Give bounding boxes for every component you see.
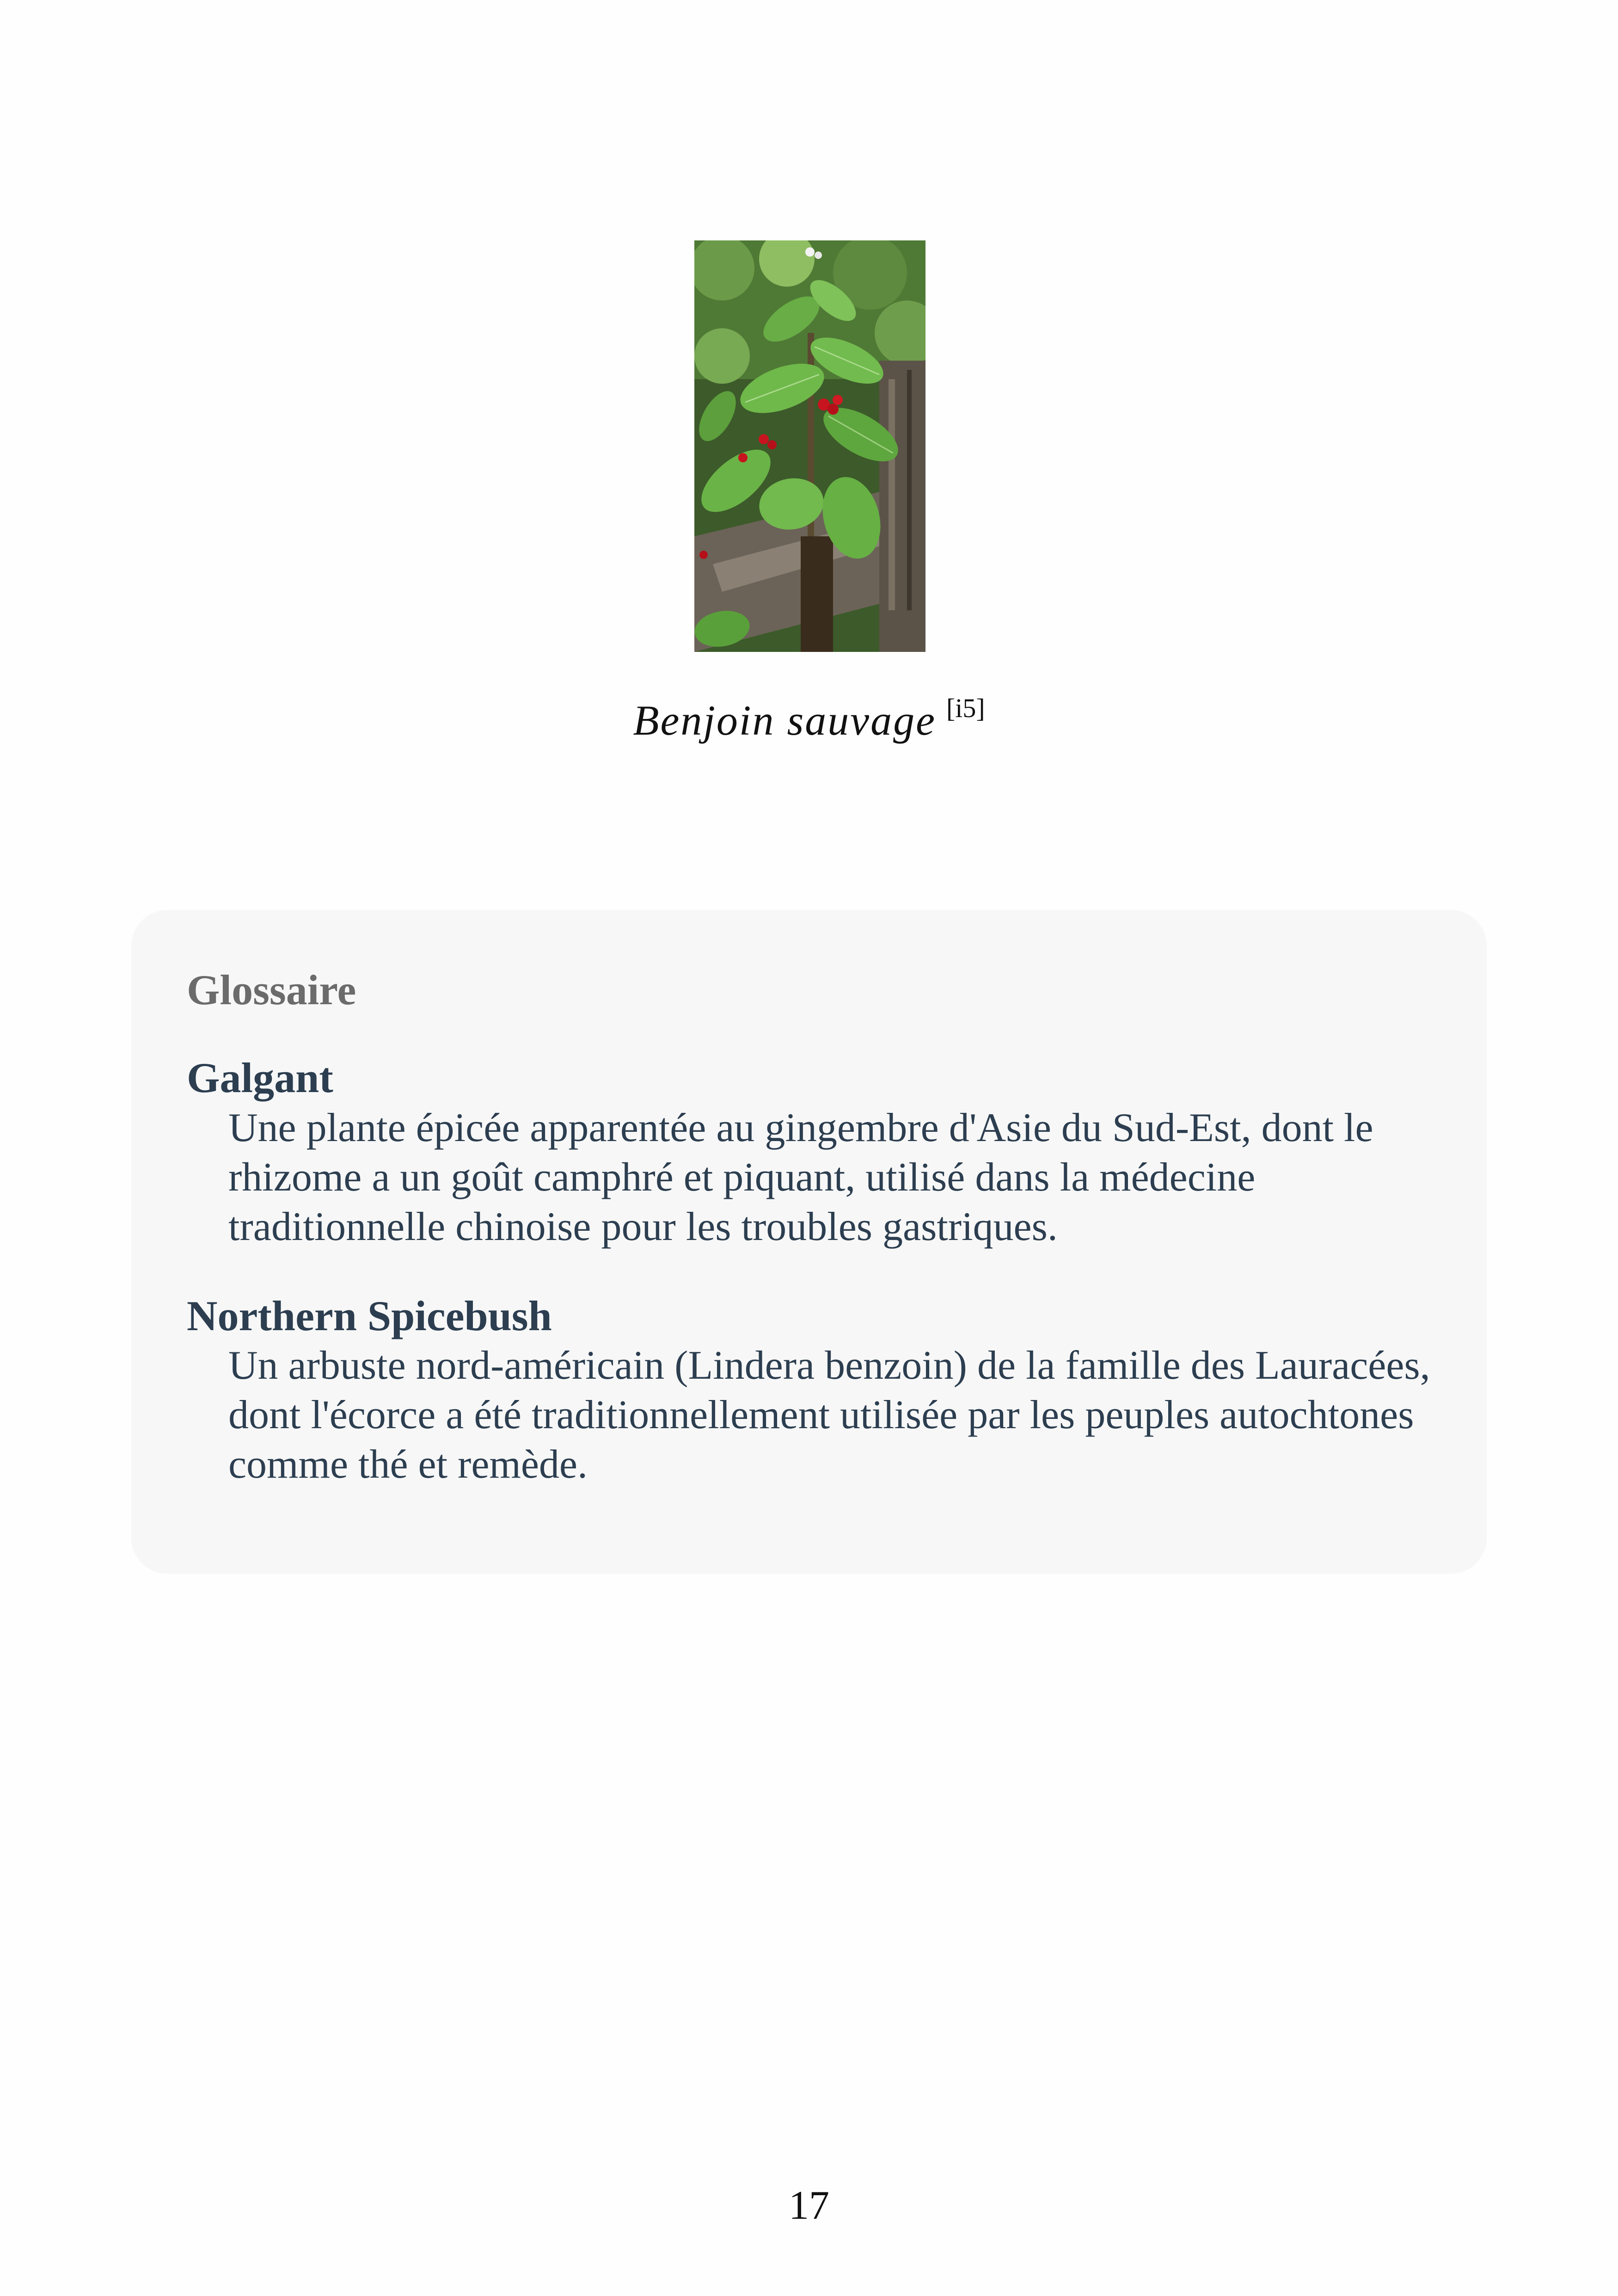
- caption-text: Benjoin sauvage: [633, 697, 936, 744]
- glossary-term: Galgant: [187, 1054, 333, 1101]
- glossary-title: Glossaire: [187, 966, 356, 1013]
- caption-reference: [i5]: [946, 693, 985, 723]
- glossary-term: Northern Spicebush: [187, 1292, 552, 1339]
- glossary-definition: Une plante épicée apparentée au gingembre d'Asie du Sud-Est, dont le rhizome a un goût camphré et piquant, utilisé dans la médecine traditionnelle chinoise pour les troubles gastriques.: [228, 1105, 1373, 1249]
- glossary-box: [131, 910, 1487, 1574]
- figure-caption: [0, 693, 1618, 745]
- page-number: 17: [789, 2183, 829, 2228]
- glossary-definition: Un arbuste nord-américain (Lindera benzoin) de la famille des Lauracées, dont l'écorce a été traditionnellement utilisée par les peuples autochtones comme thé et remède.: [228, 1343, 1430, 1487]
- spicebush-photo-icon: [694, 240, 925, 652]
